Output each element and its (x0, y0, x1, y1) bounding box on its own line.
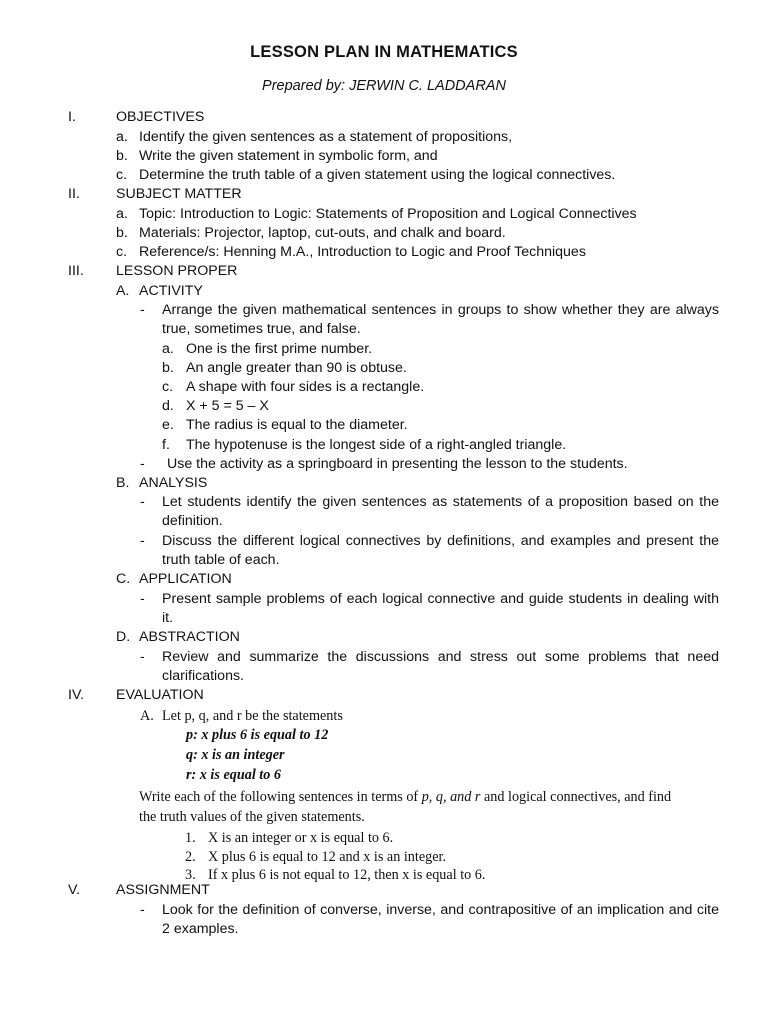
section-heading: ASSIGNMENT (116, 882, 210, 898)
list-marker: b. (162, 360, 174, 376)
list-item: A shape with four sides is a rectangle. (186, 379, 425, 395)
list-marker: a. (162, 341, 174, 357)
bullet-text: Look for the definition of converse, inverse, and contrapositive of an implication and cite 2 examples. (162, 902, 719, 938)
instruction-variables: p, q, and r (421, 789, 481, 805)
instruction-part: and logical connectives, and find (480, 789, 672, 805)
list-marker: a. (116, 129, 128, 145)
subsection-marker: D. (116, 629, 131, 645)
list-marker: b. (116, 148, 128, 164)
evaluation-intro: Let p, q, and r be the statements (162, 708, 343, 724)
list-item: Reference/s: Henning M.A., Introduction to Logic and Proof Techniques (139, 244, 586, 260)
list-marker: c. (162, 379, 174, 395)
bullet-dash: - (140, 902, 145, 918)
statement-p: p: x plus 6 is equal to 12 (186, 727, 329, 743)
section-number: III. (68, 263, 84, 279)
list-item: X is an integer or x is equal to 6. (208, 830, 394, 846)
bullet-text: Let students identify the given sentences as statements of a proposition based on the definition. (162, 494, 719, 530)
subsection-heading: APPLICATION (139, 571, 232, 587)
list-marker: 3. (185, 867, 196, 883)
statement-q: q: x is an integer (186, 747, 285, 763)
list-item: The radius is equal to the diameter. (186, 417, 408, 433)
bullet-dash: - (140, 533, 145, 549)
list-item: X plus 6 is equal to 12 and x is an integer. (208, 849, 447, 865)
subsection-marker: A. (116, 283, 130, 299)
section-heading: LESSON PROPER (116, 263, 238, 279)
prepared-by: Prepared by: JERWIN C. LADDARAN (262, 78, 506, 94)
bullet-dash: - (140, 649, 145, 665)
section-number: I. (68, 109, 76, 125)
list-item: An angle greater than 90 is obtuse. (186, 360, 407, 376)
list-item: The hypotenuse is the longest side of a right-angled triangle. (186, 437, 567, 453)
section-heading: EVALUATION (116, 687, 204, 703)
list-marker: c. (116, 167, 128, 183)
statement-r: r: x is equal to 6 (186, 767, 281, 783)
bullet-dash: - (140, 494, 145, 510)
list-marker: c. (116, 244, 128, 260)
bullet-dash: - (140, 302, 145, 318)
list-marker: 2. (185, 849, 196, 865)
subsection-marker: B. (116, 475, 130, 491)
list-item: Identify the given sentences as a statement of propositions, (139, 129, 513, 145)
bullet-text: Arrange the given mathematical sentences in groups to show whether they are always true, sometimes true, and false. (162, 302, 719, 338)
list-item: Materials: Projector, laptop, cut-outs, and chalk and board. (139, 225, 506, 241)
bullet-text: Present sample problems of each logical connective and guide students in dealing with it. (162, 591, 719, 627)
evaluation-instructions (139, 788, 671, 807)
section-heading: SUBJECT MATTER (116, 186, 242, 202)
list-item: X + 5 = 5 – X (186, 398, 269, 414)
list-marker: a. (116, 206, 128, 222)
list-marker: d. (162, 398, 174, 414)
subsection-heading: ABSTRACTION (139, 629, 240, 645)
bullet-text: Review and summarize the discussions and stress out some problems that need clarifications. (162, 649, 719, 685)
bullet-text: Discuss the different logical connectives by definitions, and examples and present the truth table of each. (162, 533, 719, 569)
list-item: One is the first prime number. (186, 341, 373, 357)
document-title: LESSON PLAN IN MATHEMATICS (250, 43, 518, 61)
bullet-dash: - (140, 591, 145, 607)
section-number: V. (68, 882, 81, 898)
list-marker: b. (116, 225, 128, 241)
subsection-marker: C. (116, 571, 131, 587)
bullet-dash: - (140, 456, 145, 472)
bullet-text: Use the activity as a springboard in presenting the lesson to the students. (167, 456, 628, 472)
list-item: If x plus 6 is not equal to 12, then x is equal to 6. (208, 867, 486, 883)
section-number: IV. (68, 687, 85, 703)
list-marker: e. (162, 417, 174, 433)
list-marker: f. (162, 437, 170, 453)
list-marker: 1. (185, 830, 196, 846)
section-number: II. (68, 186, 80, 202)
instruction-part: Write each of the following sentences in terms of (139, 789, 422, 805)
evaluation-instructions-cont: the truth values of the given statements. (139, 809, 365, 825)
list-item: Determine the truth table of a given statement using the logical connectives. (139, 167, 616, 183)
subsection-heading: ACTIVITY (139, 283, 203, 299)
list-item: Topic: Introduction to Logic: Statements of Proposition and Logical Connectives (139, 206, 637, 222)
section-heading: OBJECTIVES (116, 109, 205, 125)
list-marker: A. (140, 708, 154, 724)
subsection-heading: ANALYSIS (139, 475, 208, 491)
list-item: Write the given statement in symbolic form, and (139, 148, 438, 164)
